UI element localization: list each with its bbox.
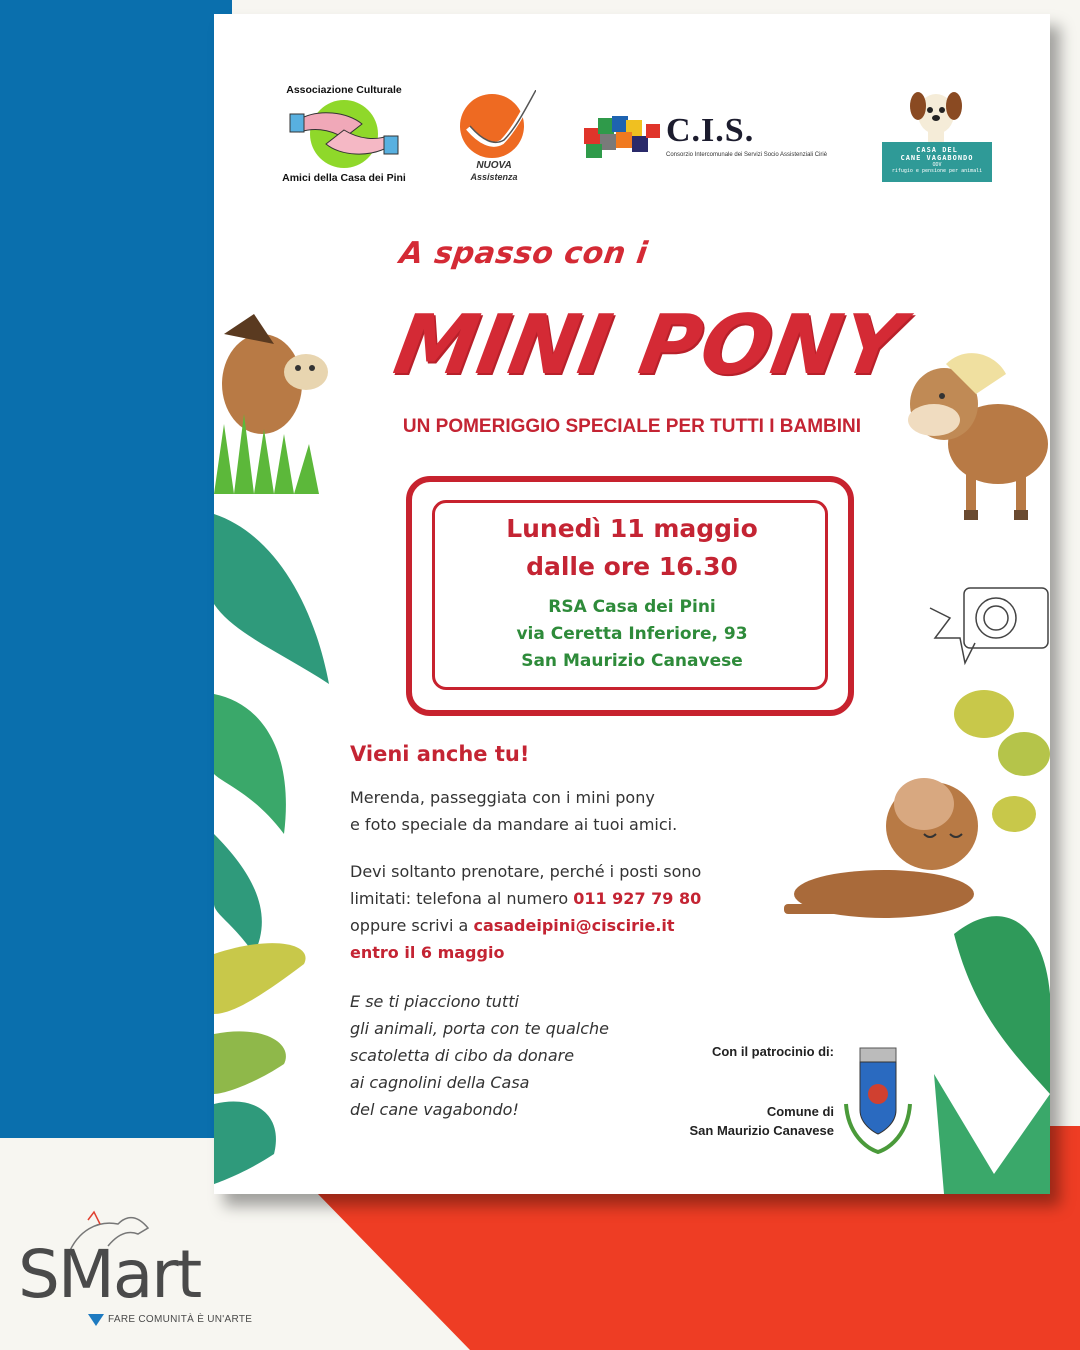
nuova-assistenza-logo [454, 90, 534, 190]
paragraph-line: e foto speciale da mandare ai tuoi amici. [350, 815, 678, 834]
casa-cane-line3: ODV [932, 162, 942, 168]
coat-of-arms-icon [842, 1044, 914, 1160]
paragraph-line: Devi soltanto prenotare, perché i posti sono [350, 862, 702, 881]
italic-line: scatoletta di cibo da donare [350, 1046, 575, 1065]
associazione-logo-bottom-text: Amici della Casa dei Pini [282, 172, 406, 184]
headline-small: A spasso con i [397, 236, 650, 271]
paragraph-line [350, 885, 701, 912]
italic-line: del cane vagabondo! [350, 1100, 519, 1119]
event-date: Lunedì 11 maggio [506, 514, 758, 543]
paragraph-line: Merenda, passeggiata con i mini pony [350, 788, 655, 807]
casa-cane-line1: CASA DEL [916, 146, 958, 154]
cis-subtitle: Consorzio Intercomunale dei Servizi Socio Assistenziali Ciriè [666, 152, 828, 158]
body-italic-note [350, 988, 609, 1123]
puzzle-icon [582, 114, 664, 164]
comune-name [654, 1102, 834, 1140]
italic-line: E se ti piacciono tutti [350, 992, 519, 1011]
smart-tagline [108, 1314, 252, 1325]
associazione-logo-top-text: Associazione Culturale [286, 84, 402, 96]
event-time: dalle ore 16.30 [526, 552, 738, 581]
event-place-line: RSA Casa dei Pini [548, 597, 716, 617]
cis-logo [582, 112, 842, 172]
smart-tagline-text: FARE COMUNITÀ È UN'ARTE [108, 1314, 253, 1325]
casa-cane-banner [882, 142, 992, 182]
pony-lying-illustration [774, 764, 1014, 934]
casa-cane-vagabondo-logo [882, 84, 992, 188]
dog-icon [906, 84, 966, 144]
italic-line: gli animali, porta con te qualche [350, 1019, 610, 1038]
headline-big: MINI PONY [387, 298, 911, 393]
event-place-line: via Ceretta Inferiore, 93 [516, 624, 748, 644]
body-paragraph-2 [350, 858, 701, 966]
smart-wordmark: SMart [18, 1236, 201, 1313]
event-place [214, 594, 1050, 675]
patronage-label: Con il patrocinio di: [711, 1044, 834, 1059]
deadline-text: entro il 6 maggio [350, 943, 505, 962]
paragraph-text: limitati: telefona al numero [350, 889, 574, 908]
phone-number: 011 927 79 80 [573, 889, 702, 908]
italic-line: ai cagnolini della Casa [350, 1073, 530, 1092]
cis-name: C.I.S. [666, 112, 755, 149]
paragraph-line [350, 912, 701, 939]
smart-brand-logo [18, 1210, 258, 1334]
subheadline: UN POMERIGGIO SPECIALE PER TUTTI I BAMBINI [402, 416, 862, 437]
paragraph-text: oppure scrivi a [350, 916, 474, 935]
body-paragraph-1 [350, 784, 677, 838]
pony-left-illustration [214, 304, 334, 504]
nuova-assistenza-line1: NUOVA [476, 160, 512, 171]
body-heading: Vieni anche tu! [350, 742, 530, 766]
check-circle-icon [460, 90, 536, 160]
leaf-decoration-right [914, 674, 1050, 1194]
triangle-marker-icon [88, 1314, 104, 1326]
comune-line: Comune di [766, 1104, 834, 1119]
event-flyer [214, 14, 1050, 1194]
comune-line: San Maurizio Canavese [689, 1123, 834, 1138]
event-place-line: San Maurizio Canavese [521, 651, 743, 671]
casa-cane-line2: CANE VAGABONDO [900, 154, 974, 162]
nuova-assistenza-line2: Assistenza [470, 172, 518, 182]
casa-cane-line4: rifugio e pensione per animali [891, 168, 983, 174]
handshake-icon [288, 98, 400, 170]
associazione-logo [274, 84, 414, 194]
email-link[interactable]: casadeipini@ciscirie.it [473, 916, 675, 935]
